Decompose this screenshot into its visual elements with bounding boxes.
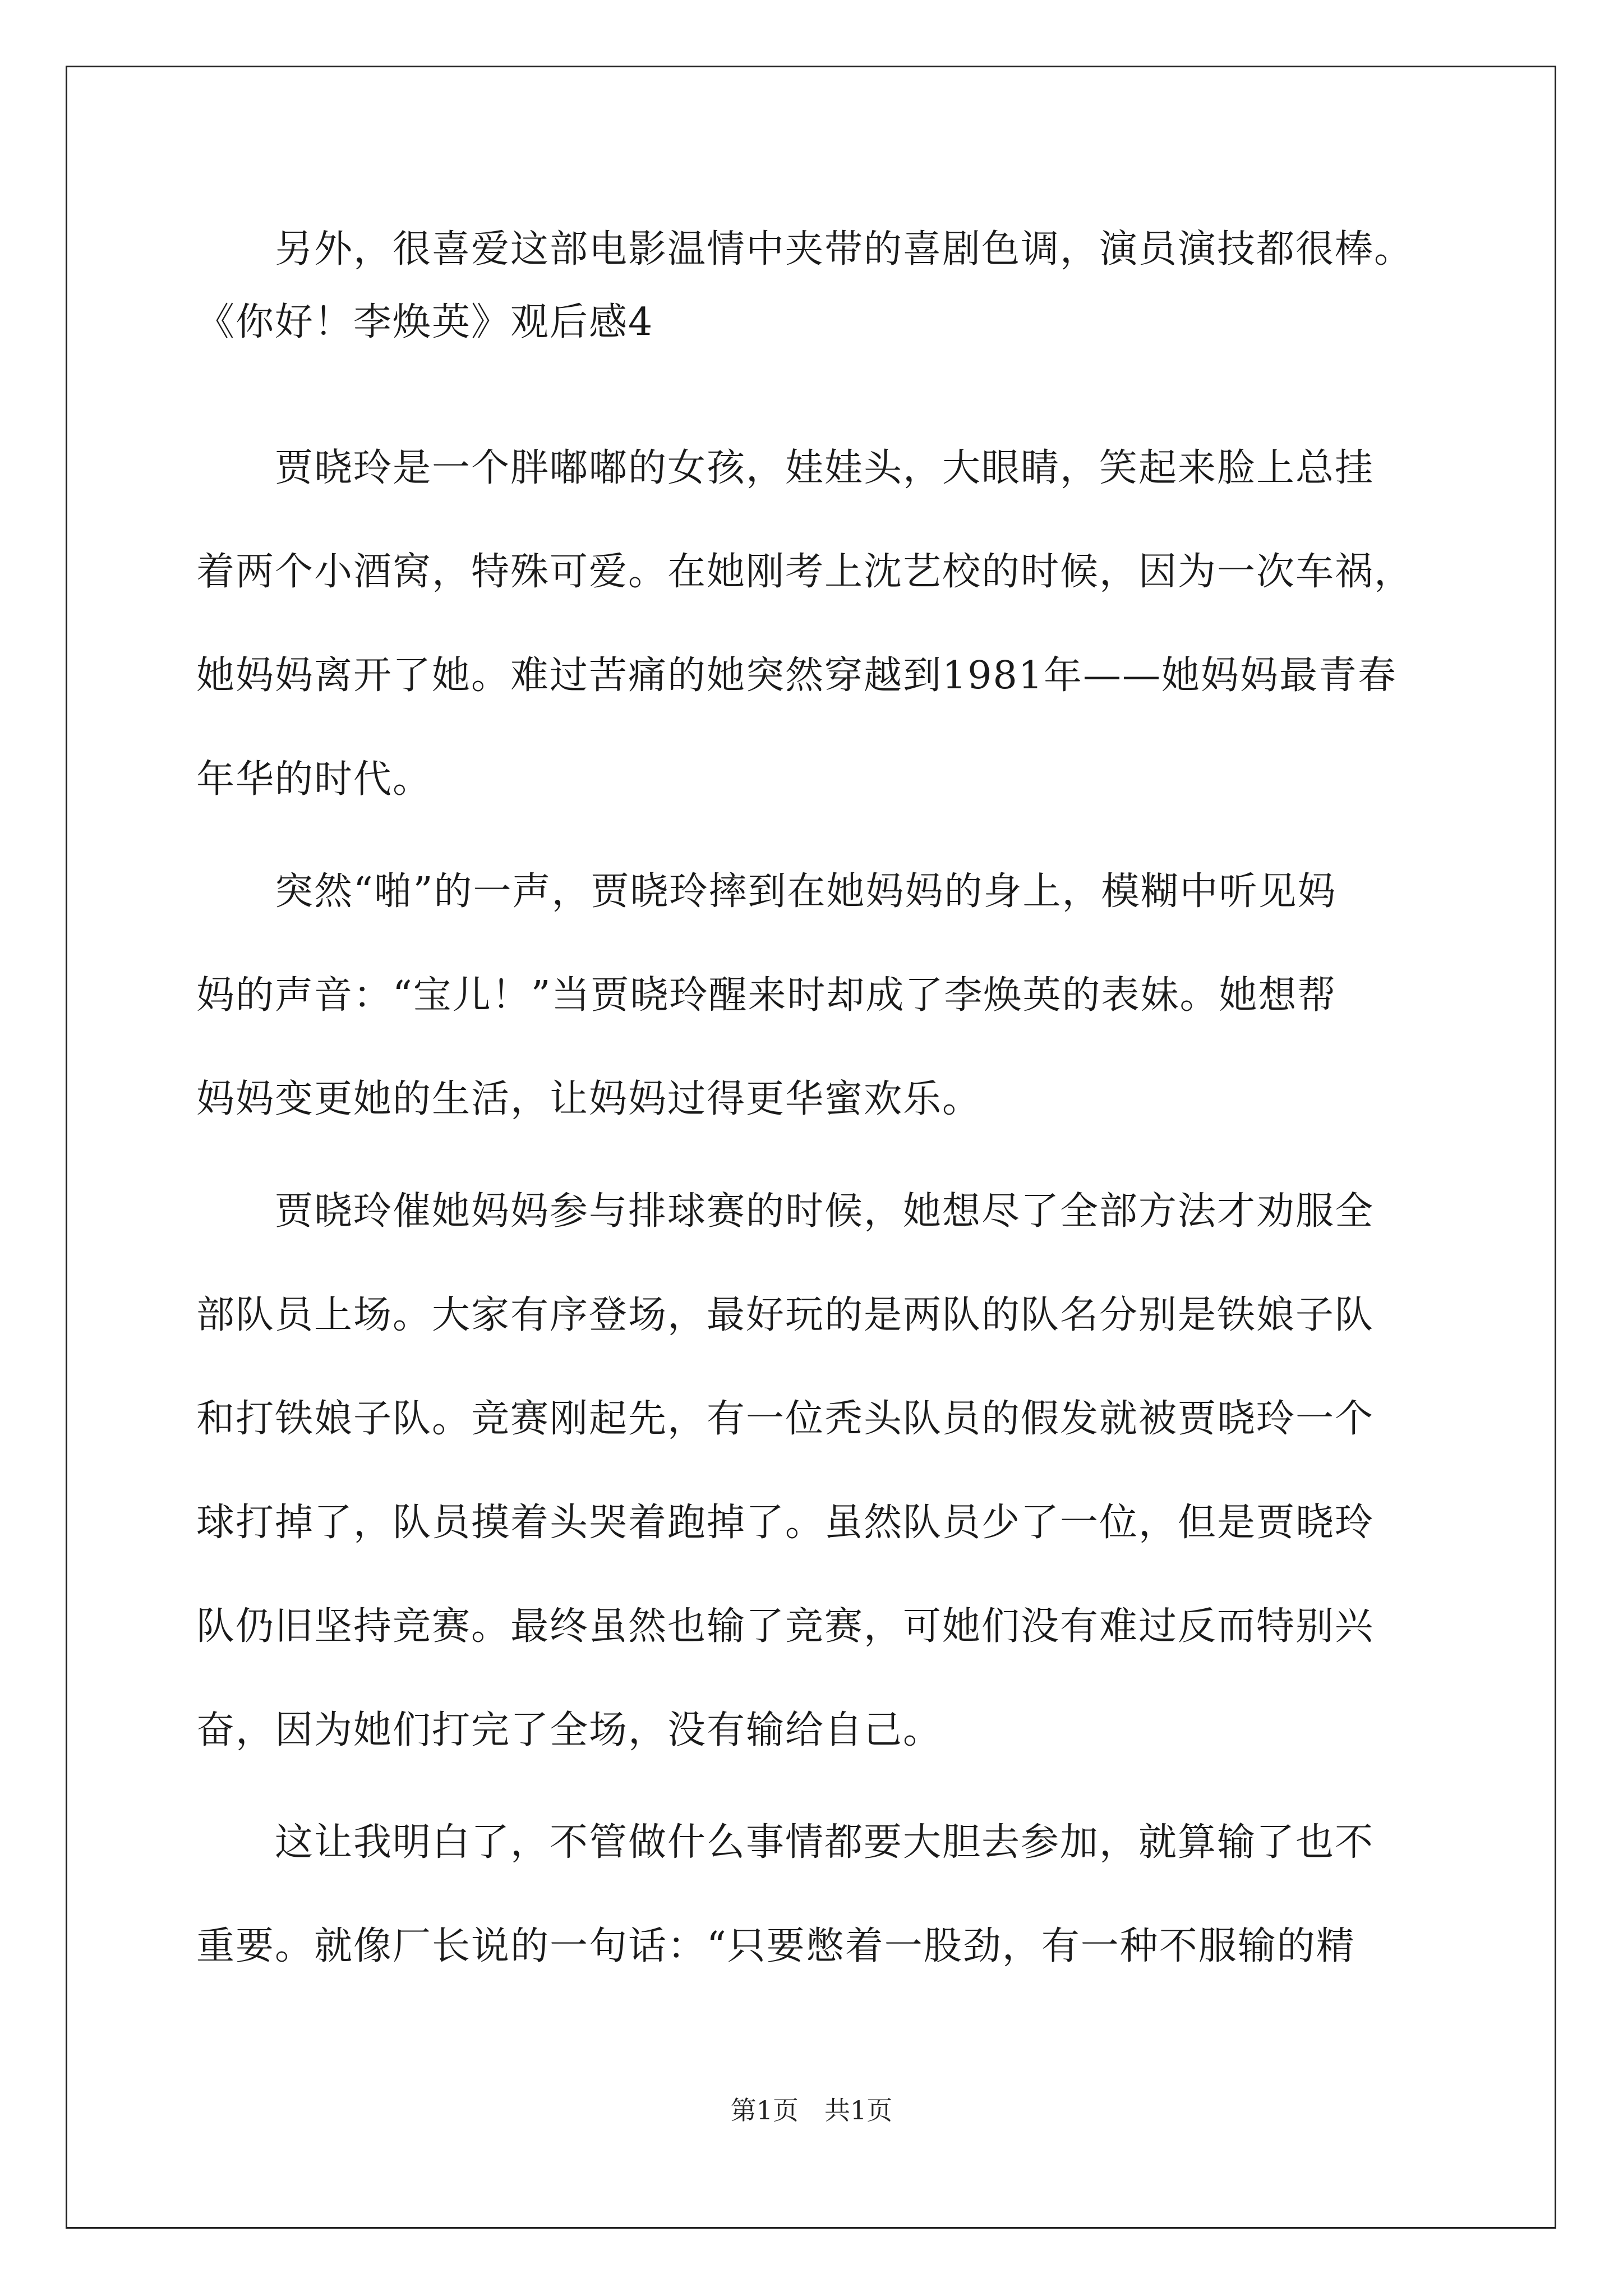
paragraph-line-9: 妈妈变更她的生活，让妈妈过得更华蜜欢乐。	[196, 1077, 982, 1121]
paragraph-line-8: 妈的声音：“宝儿！”当贾晓玲醒来时却成了李焕英的表妹。她想帮	[196, 973, 1337, 1018]
page-border	[66, 66, 1556, 2229]
paragraph-line-16: 这让我明白了，不管做什么事情都要大胆去参加，就算输了也不	[196, 1820, 1375, 1865]
section-heading: 《你好！李焕英》观后感4	[196, 300, 654, 344]
page-footer: 第1页 共1页	[730, 2095, 893, 2125]
paragraph-line-14: 队仍旧坚持竞赛。最终虽然也输了竞赛，可她们没有难过反而特别兴	[196, 1604, 1375, 1649]
paragraph-line-1: 另外，很喜爱这部电影温情中夹带的喜剧色调，演员演技都很棒。	[196, 227, 1414, 272]
paragraph-line-4: 着两个小酒窝，特殊可爱。在她刚考上沈艺校的时候，因为一次车祸，	[196, 550, 1414, 594]
paragraph-line-3: 贾晓玲是一个胖嘟嘟的女孩，娃娃头，大眼睛，笑起来脸上总挂	[196, 446, 1375, 490]
paragraph-line-5: 她妈妈离开了她。难过苦痛的她突然穿越到1981年——她妈妈最青春	[196, 654, 1398, 698]
paragraph-line-13: 球打掉了，队员摸着头哭着跑掉了。虽然队员少了一位，但是贾晓玲	[196, 1501, 1375, 1545]
paragraph-line-11: 部队员上场。大家有序登场，最好玩的是两队的队名分别是铁娘子队	[196, 1293, 1375, 1337]
paragraph-line-12: 和打铁娘子队。竞赛刚起先，有一位秃头队员的假发就被贾晓玲一个	[196, 1397, 1375, 1441]
paragraph-line-6: 年华的时代。	[196, 757, 432, 802]
paragraph-line-17: 重要。就像厂长说的一句话：“只要憋着一股劲，有一种不服输的精	[196, 1924, 1355, 1968]
paragraph-line-10: 贾晓玲催她妈妈参与排球赛的时候，她想尽了全部方法才劝服全	[196, 1189, 1375, 1234]
paragraph-line-7: 突然“啪”的一声，贾晓玲摔到在她妈妈的身上，模糊中听见妈	[196, 869, 1337, 914]
paragraph-line-15: 奋，因为她们打完了全场，没有输给自己。	[196, 1708, 943, 1752]
